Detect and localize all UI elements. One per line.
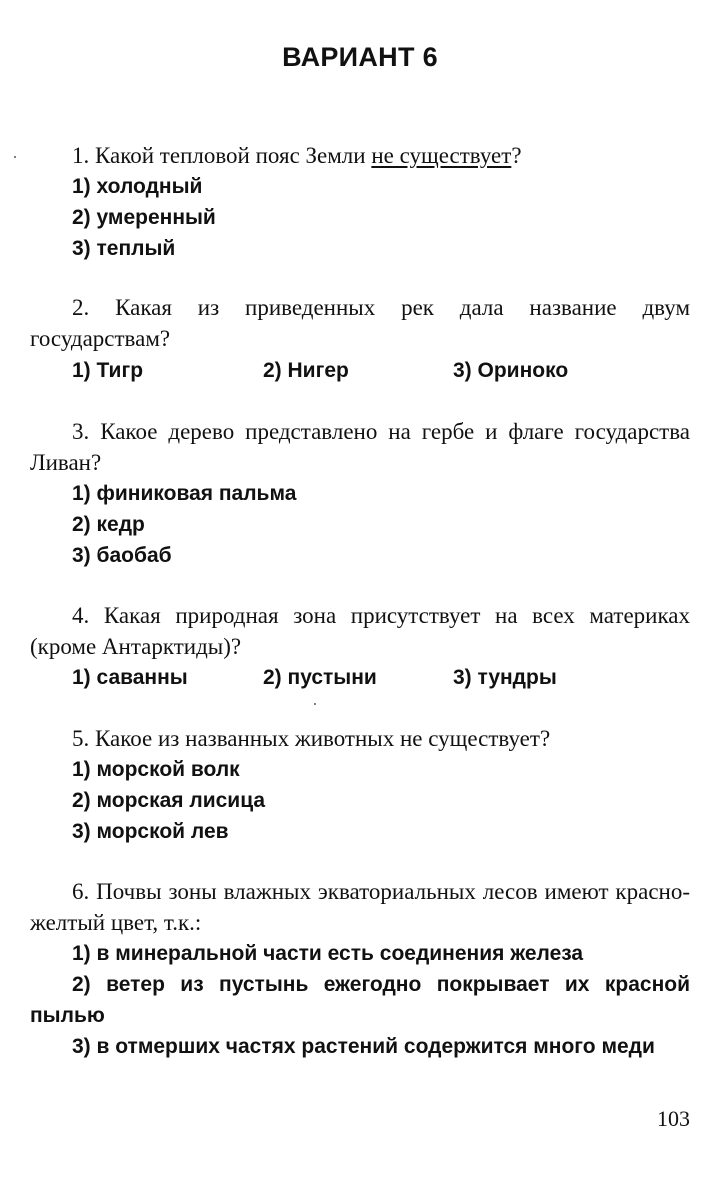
scan-speck	[314, 703, 316, 705]
question-2-option-3: 3) Ориноко	[453, 359, 569, 382]
question-6-option-3: 3) в отмерших частях растений содержится много меди	[72, 1035, 655, 1058]
question-4-option-2: 2) пустыни	[263, 666, 377, 689]
question-2-option-1: 1) Тигр	[72, 359, 144, 382]
question-1-text	[30, 140, 690, 171]
question-2-text: 2. Какая из приведенных рек дала название двум государствам?	[30, 295, 690, 351]
question-1-option-2: 2) умеренный	[72, 206, 216, 229]
question-3-option-2: 2) кедр	[72, 513, 145, 536]
question-5-option-3: 3) морской лев	[72, 820, 229, 843]
question-1-underlined-phrase: не существует	[371, 143, 512, 168]
question-3-text: 3. Какое дерево представлено на гербе и флаге государства Ливан?	[30, 419, 690, 475]
question-4-option-3: 3) тундры	[453, 666, 557, 689]
question-1-text-end: ?	[511, 143, 522, 168]
scan-speck	[14, 156, 16, 158]
question-1-option-1: 1) холодный	[72, 175, 203, 198]
question-6-option-2: 2) ветер из пустынь ежегодно покрывает их красной пылью	[30, 973, 690, 1027]
question-1-option-3: 3) теплый	[72, 237, 176, 260]
question-5-option-1: 1) морской волк	[72, 758, 240, 781]
question-3-option-3: 3) баобаб	[72, 544, 172, 567]
question-6-text: 6. Почвы зоны влажных экваториальных лесов имеют красно-желтый цвет, т.к.:	[30, 879, 690, 935]
page-number: 103	[657, 1106, 690, 1131]
page-title: ВАРИАНТ 6	[282, 42, 438, 72]
question-3-option-1: 1) финиковая пальма	[72, 482, 297, 505]
question-2-option-2: 2) Нигер	[263, 359, 349, 382]
question-4-text: 4. Какая природная зона присутствует на всех материках (кроме Антарктиды)?	[30, 603, 690, 659]
question-1-text-start: 1. Какой тепловой пояс Земли	[72, 143, 372, 168]
question-5-option-2: 2) морская лисица	[72, 789, 266, 812]
question-6-option-1: 1) в минеральной части есть соединения железа	[72, 942, 584, 965]
question-4-option-1: 1) саванны	[72, 666, 188, 689]
question-5-text: 5. Какое из названных животных не существует?	[72, 726, 551, 751]
